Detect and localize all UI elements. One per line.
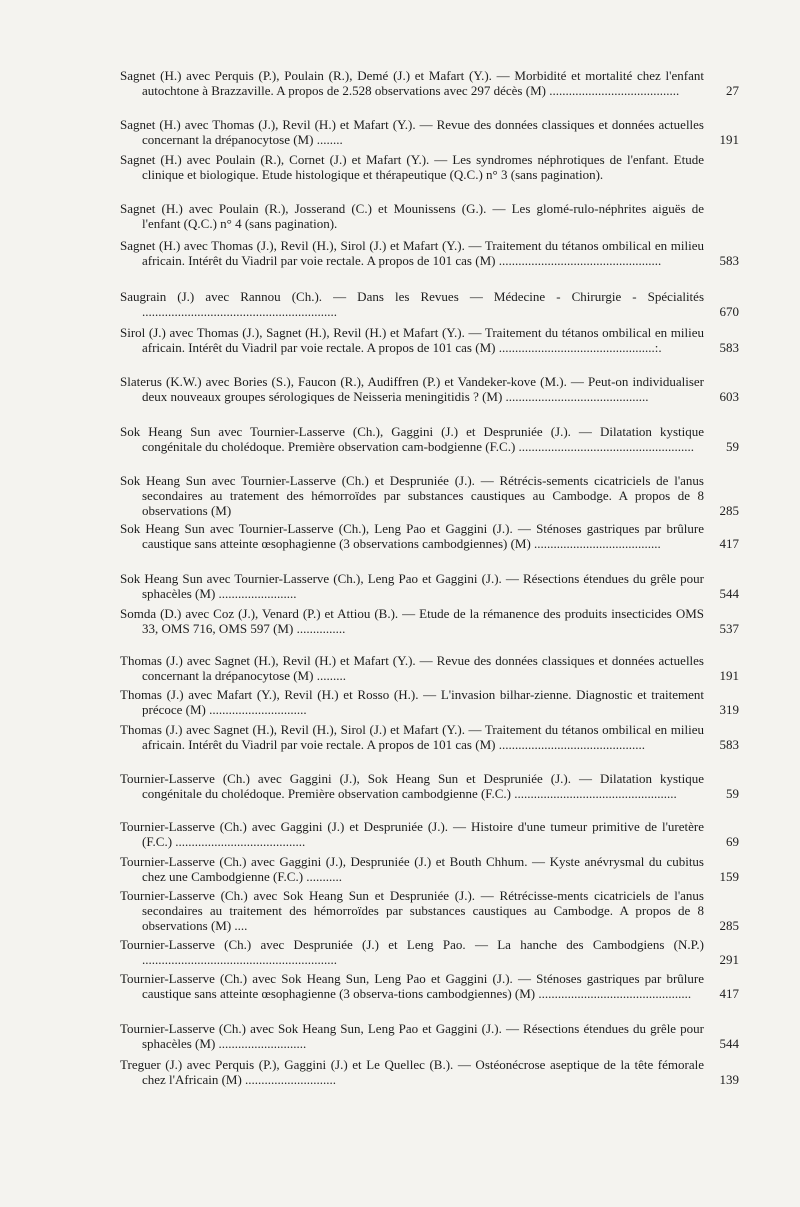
entry-page-number: 59 xyxy=(726,438,739,454)
entry-page-number: 191 xyxy=(719,131,739,147)
index-entry xyxy=(120,325,739,356)
entry-page-number: 291 xyxy=(719,951,739,967)
entry-text: Tournier-Lasserve (Ch.) avec Sok Heang Sun et Despruniée (J.). — Rétrécisse-ments cicatriciels de l'anus secondaires au traitement des hémorroïdes par substances caustiques au Cambodge. A propos de 8 observations (M) .... xyxy=(120,888,704,933)
index-entry xyxy=(120,473,739,518)
entry-page-number: 537 xyxy=(719,620,739,636)
entry-page-number: 417 xyxy=(719,535,739,551)
index-entry xyxy=(120,937,739,968)
entry-text: Sirol (J.) avec Thomas (J.), Sagnet (H.), Revil (H.) et Mafart (Y.). — Traitement du tétanos ombilical en milieu africain. Intérêt du Viadril par voie rectale. A propos de 101 cas (M) ................................................:. xyxy=(120,325,704,355)
index-entry xyxy=(120,521,739,552)
entry-text: Somda (D.) avec Coz (J.), Venard (P.) et Attiou (B.). — Etude de la rémanence des produits insecticides OMS 33, OMS 716, OMS 597 (M) ............... xyxy=(120,606,704,636)
index-entry xyxy=(120,238,739,269)
index-entry xyxy=(120,117,739,148)
entry-text: Sagnet (H.) avec Perquis (P.), Poulain (R.), Demé (J.) et Mafart (Y.). — Morbidité et mortalité chez l'enfant autochtone à Brazzaville. A propos de 2.528 observations avec 297 décès (M) ........................................ xyxy=(120,68,704,98)
entry-text: Tournier-Lasserve (Ch.) avec Despruniée (J.) et Leng Pao. — La hanche des Cambodgiens (N.P.) ............................................................ xyxy=(120,937,704,967)
entry-text: Tournier-Lasserve (Ch.) avec Gaggini (J.), Despruniée (J.) et Bouth Chhum. — Kyste anévrysmal du cubitus chez une Cambodgienne (F.C.) ........... xyxy=(120,854,704,884)
entry-page-number: 583 xyxy=(719,252,739,268)
entry-text: Sagnet (H.) avec Thomas (J.), Revil (H.), Sirol (J.) et Mafart (Y.). — Traitement du tétanos ombilical en milieu africain. Intérêt du Viadril par voie rectale. A propos de 101 cas (M) .................................................. xyxy=(120,238,704,268)
index-entry xyxy=(120,374,739,405)
index-entry xyxy=(120,653,739,684)
index-entry xyxy=(120,687,739,718)
index-entry xyxy=(120,854,739,885)
entry-text: Slaterus (K.W.) avec Bories (S.), Faucon (R.), Audiffren (P.) et Vandeker-kove (M.). — Peut-on individualiser deux nouveaux groupes sérologiques de Neisseria meningitidis ? (M) ............................................ xyxy=(120,374,704,404)
index-entry xyxy=(120,571,739,602)
entry-page-number: 285 xyxy=(719,502,739,518)
entry-text: Sok Heang Sun avec Tournier-Lasserve (Ch.), Leng Pao et Gaggini (J.). — Résections étendues du grêle pour sphacèles (M) ........................ xyxy=(120,571,704,601)
index-entry xyxy=(120,1021,739,1052)
entry-text: Sok Heang Sun avec Tournier-Lasserve (Ch.), Leng Pao et Gaggini (J.). — Sténoses gastriques par brûlure caustique sans atteinte œsophagienne (3 observations cambodgiennes) (M) ....................................... xyxy=(120,521,704,551)
entry-page-number: 583 xyxy=(719,736,739,752)
entry-page-number: 319 xyxy=(719,701,739,717)
entry-page-number: 27 xyxy=(726,82,739,98)
entry-text: Thomas (J.) avec Mafart (Y.), Revil (H.) et Rosso (H.). — L'invasion bilhar-zienne. Diagnostic et traitement précoce (M) .............................. xyxy=(120,687,704,717)
entry-page-number: 285 xyxy=(719,917,739,933)
entry-text: Thomas (J.) avec Sagnet (H.), Revil (H.), Sirol (J.) et Mafart (Y.). — Traitement du tétanos ombilical en milieu africain. Intérêt du Viadril par voie rectale. A propos de 101 cas (M) ............................................. xyxy=(120,722,704,752)
entry-text: Sok Heang Sun avec Tournier-Lasserve (Ch.), Gaggini (J.) et Despruniée (J.). — Dilatation kystique congénitale du cholédoque. Première observation cam-bodgienne (F.C.) ...................................................... xyxy=(120,424,704,454)
entry-text: Tournier-Lasserve (Ch.) avec Gaggini (J.) et Despruniée (J.). — Histoire d'une tumeur primitive de l'uretère (F.C.) ........................................ xyxy=(120,819,704,849)
index-entry xyxy=(120,153,704,183)
entry-text: Sok Heang Sun avec Tournier-Lasserve (Ch.) et Despruniée (J.). — Rétrécis-sements cicatriciels de l'anus secondaires au tratement des hémorroïdes par substances caustiques au Cambodge. A propos de 8 observations (M) xyxy=(120,473,704,518)
entry-text: Sagnet (H.) avec Poulain (R.), Cornet (J.) et Mafart (Y.). — Les syndromes néphrotiques de l'enfant. Etude clinique et biologique. Etude histologique et thérapeutique (Q.C.) n° 3 (sans pagination). xyxy=(120,152,704,182)
entry-text: Tournier-Lasserve (Ch.) avec Sok Heang Sun, Leng Pao et Gaggini (J.). — Résections étendues du grêle pour sphacèles (M) ........................... xyxy=(120,1021,704,1051)
index-entry xyxy=(120,202,704,232)
entry-text: Sagnet (H.) avec Thomas (J.), Revil (H.) et Mafart (Y.). — Revue des données classiques et données actuelles concernant la drépanocytose (M) ........ xyxy=(120,117,704,147)
index-entry xyxy=(120,289,739,320)
index-entry xyxy=(120,771,739,802)
entry-page-number: 159 xyxy=(719,868,739,884)
index-entry xyxy=(120,1057,739,1088)
entry-text: Tournier-Lasserve (Ch.) avec Gaggini (J.), Sok Heang Sun et Despruniée (J.). — Dilatation kystique congénitale du cholédoque. Première observation cambodgienne (F.C.) .................................................. xyxy=(120,771,704,801)
index-entry xyxy=(120,722,739,753)
index-entry xyxy=(120,424,739,455)
index-entry xyxy=(120,606,739,637)
entry-page-number: 417 xyxy=(719,985,739,1001)
entry-text: Thomas (J.) avec Sagnet (H.), Revil (H.) et Mafart (Y.). — Revue des données classiques et données actuelles concernant la drépanocytose (M) ......... xyxy=(120,653,704,683)
index-entry xyxy=(120,888,739,933)
index-entry xyxy=(120,68,739,99)
index-entry xyxy=(120,971,739,1002)
entry-text: Tournier-Lasserve (Ch.) avec Sok Heang Sun, Leng Pao et Gaggini (J.). — Sténoses gastriques par brûlure caustique sans atteinte œsophagienne (3 observa-tions cambodgiennes) (M) ............................................... xyxy=(120,971,704,1001)
entry-page-number: 603 xyxy=(719,388,739,404)
entry-page-number: 59 xyxy=(726,785,739,801)
entry-text: Saugrain (J.) avec Rannou (Ch.). — Dans les Revues — Médecine - Chirurgie - Spécialités ............................................................ xyxy=(120,289,704,319)
entry-page-number: 670 xyxy=(719,303,739,319)
entry-page-number: 191 xyxy=(719,667,739,683)
entry-text: Treguer (J.) avec Perquis (P.), Gaggini (J.) et Le Quellec (B.). — Ostéonécrose aseptique de la tête fémorale chez l'Africain (M) ............................ xyxy=(120,1057,704,1087)
entry-page-number: 139 xyxy=(719,1071,739,1087)
entry-page-number: 544 xyxy=(719,1035,739,1051)
entry-text: Sagnet (H.) avec Poulain (R.), Josserand (C.) et Mounissens (G.). — Les glomé-rulo-néphrites aiguës de l'enfant (Q.C.) n° 4 (sans pagination). xyxy=(120,201,704,231)
entry-page-number: 544 xyxy=(719,585,739,601)
entry-page-number: 69 xyxy=(726,833,739,849)
entry-page-number: 583 xyxy=(719,339,739,355)
index-entry xyxy=(120,819,739,850)
